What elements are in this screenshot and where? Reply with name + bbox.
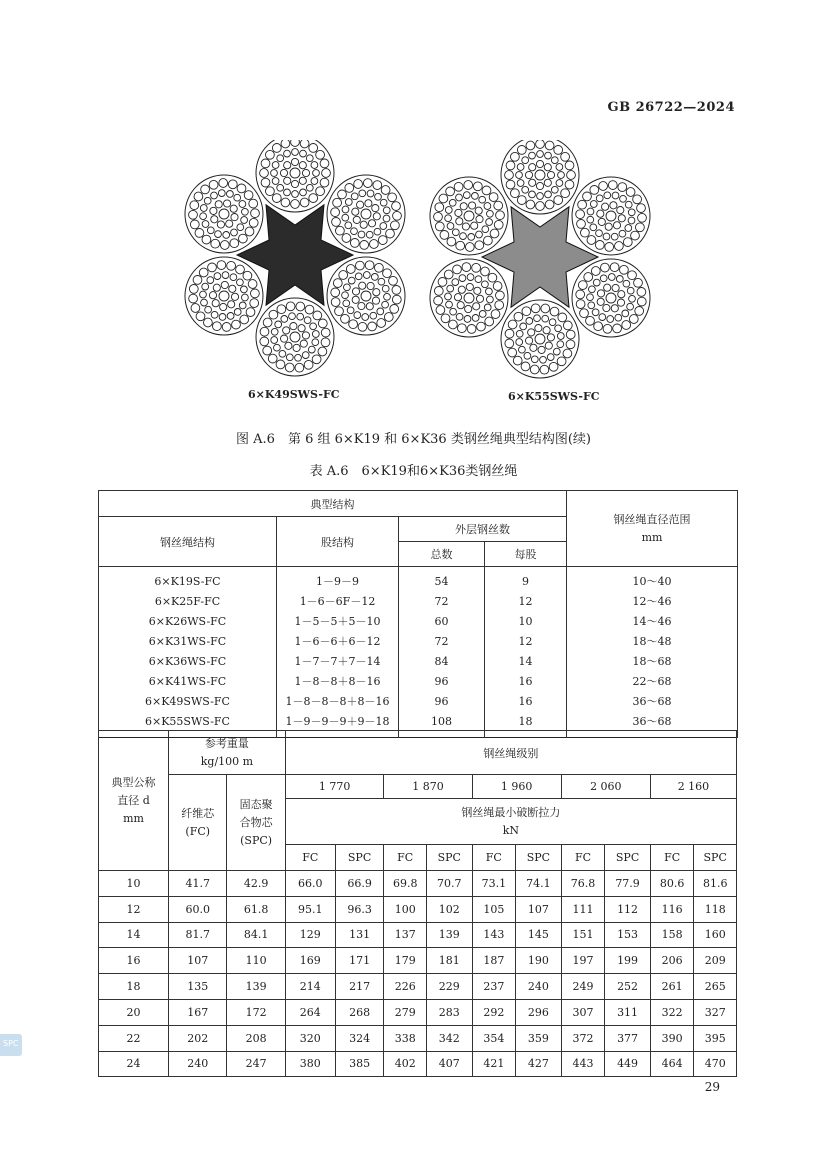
reference-weight-header: 参考重量 kg/100 m	[169, 731, 286, 775]
per-strand-cell: 12	[485, 632, 567, 652]
strand-icon	[430, 259, 508, 337]
diameter-range-cell: 12～46	[567, 592, 738, 612]
left-figure-caption: 6×K49SWS-FC	[248, 388, 340, 401]
total-cell: 108	[399, 712, 485, 738]
diameter-range-cell: 14～46	[567, 612, 738, 632]
breaking-force-cell: 171	[335, 948, 384, 974]
weight-spc-cell: 208	[227, 1025, 285, 1051]
weight-fc-cell: 107	[169, 948, 227, 974]
total-cell: 96	[399, 692, 485, 712]
total-cell: 72	[399, 592, 485, 612]
breaking-force-cell: 160	[694, 922, 737, 948]
per-strand-cell: 12	[485, 592, 567, 612]
breaking-force-cell: 322	[650, 999, 694, 1025]
weight-fc-cell: 135	[169, 974, 227, 1000]
breaking-force-cell: 129	[285, 922, 335, 948]
diameter-cell: 24	[99, 1051, 169, 1077]
diameter-cell: 12	[99, 896, 169, 922]
breaking-force-cell: 296	[516, 999, 562, 1025]
strand-structure-cell: 1－6－6＋6－12	[277, 632, 399, 652]
breaking-force-cell: 111	[561, 896, 605, 922]
weight-spc-cell: 61.8	[227, 896, 285, 922]
diameter-cell: 10	[99, 871, 169, 897]
breaking-force-cell: 100	[384, 896, 426, 922]
standard-number: GB 26722—2024	[607, 100, 735, 115]
fc-core-column-header: FC	[384, 845, 426, 871]
strand-icon	[185, 257, 263, 335]
diameter-cell: 22	[99, 1025, 169, 1051]
strand-structure-cell: 1－8－8－8＋8－16	[277, 692, 399, 712]
breaking-force-cell: 390	[650, 1025, 694, 1051]
breaking-force-cell: 359	[516, 1025, 562, 1051]
structure-row	[99, 567, 738, 593]
fc-core-column-header: FC	[472, 845, 516, 871]
breaking-force-cell: 187	[472, 948, 516, 974]
left-rope-cross-section	[185, 140, 405, 376]
total-cell: 72	[399, 632, 485, 652]
breaking-force-cell: 179	[384, 948, 426, 974]
per-strand-cell: 14	[485, 652, 567, 672]
grade-value: 1 770	[285, 775, 384, 799]
breaking-force-cell: 206	[650, 948, 694, 974]
breaking-force-cell: 76.8	[561, 871, 605, 897]
per-strand-header: 每股	[485, 542, 567, 567]
strand-icon	[256, 140, 334, 212]
diameter-row	[99, 896, 737, 922]
strand-icon	[501, 140, 579, 214]
breaking-force-cell: 464	[650, 1051, 694, 1077]
diameter-row	[99, 999, 737, 1025]
breaking-force-cell: 449	[605, 1051, 651, 1077]
breaking-force-cell: 107	[516, 896, 562, 922]
structures-table	[98, 490, 738, 738]
diameter-row	[99, 922, 737, 948]
rope-cross-sections	[180, 140, 660, 410]
diameter-row	[99, 871, 737, 897]
breaking-force-cell: 169	[285, 948, 335, 974]
breaking-force-cell: 145	[516, 922, 562, 948]
breaking-force-cell: 131	[335, 922, 384, 948]
right-figure-caption: 6×K55SWS-FC	[508, 390, 600, 403]
diameter-row	[99, 1051, 737, 1077]
min-breaking-force-header: 钢丝绳最小破断拉力 kN	[285, 799, 736, 845]
breaking-force-cell: 70.7	[426, 871, 472, 897]
weight-fc-cell: 60.0	[169, 896, 227, 922]
per-strand-cell: 18	[485, 712, 567, 738]
strand-structure-header: 股结构	[277, 517, 399, 567]
strand-structure-cell: 1－5－5＋5－10	[277, 612, 399, 632]
spc-core-column-header: SPC	[426, 845, 472, 871]
breaking-force-cell: 73.1	[472, 871, 516, 897]
breaking-force-cell: 252	[605, 974, 651, 1000]
fc-core-column-header: FC	[285, 845, 335, 871]
breaking-force-cell: 421	[472, 1051, 516, 1077]
breaking-force-cell: 237	[472, 974, 516, 1000]
rope-structure-cell: 6×K55SWS-FC	[99, 712, 277, 738]
diameter-range-cell: 36～68	[567, 692, 738, 712]
page-number: 29	[704, 1080, 720, 1094]
breaking-force-cell: 261	[650, 974, 694, 1000]
breaking-force-cell: 181	[426, 948, 472, 974]
weight-fc-cell: 167	[169, 999, 227, 1025]
breaking-force-cell: 118	[694, 896, 737, 922]
breaking-force-cell: 292	[472, 999, 516, 1025]
breaking-force-cell: 158	[650, 922, 694, 948]
structure-row	[99, 692, 738, 712]
breaking-force-cell: 407	[426, 1051, 472, 1077]
strand-icon	[327, 257, 405, 335]
rope-structure-cell: 6×K36WS-FC	[99, 652, 277, 672]
breaking-force-cell: 380	[285, 1051, 335, 1077]
weight-spc-cell: 84.1	[227, 922, 285, 948]
breaking-force-cell: 324	[335, 1025, 384, 1051]
breaking-force-cell: 74.1	[516, 871, 562, 897]
breaking-force-cell: 151	[561, 922, 605, 948]
breaking-force-cell: 395	[694, 1025, 737, 1051]
breaking-force-cell: 264	[285, 999, 335, 1025]
diameter-range-header: 钢丝绳直径范围 mm	[567, 491, 738, 567]
grade-value: 1 870	[384, 775, 472, 799]
breaking-force-cell: 80.6	[650, 871, 694, 897]
weight-fc-cell: 41.7	[169, 871, 227, 897]
breaking-force-cell: 66.9	[335, 871, 384, 897]
grade-value: 2 060	[561, 775, 650, 799]
strand-icon	[256, 298, 334, 376]
total-cell: 54	[399, 567, 485, 593]
breaking-force-cell: 338	[384, 1025, 426, 1051]
table-title: 表 A.6 6×K19和6×K36类钢丝绳	[309, 464, 518, 479]
diameter-header: 典型公称 直径 d mm	[99, 731, 169, 871]
solid-polymer-core-header: 固态聚 合物芯 (SPC)	[227, 775, 285, 871]
structure-row	[99, 672, 738, 692]
grade-value: 1 960	[472, 775, 561, 799]
diameter-cell: 18	[99, 974, 169, 1000]
breaking-force-cell: 102	[426, 896, 472, 922]
strand-icon	[572, 259, 650, 337]
breaking-force-cell: 143	[472, 922, 516, 948]
strand-structure-cell: 1－7－7＋7－14	[277, 652, 399, 672]
structure-row	[99, 632, 738, 652]
strand-icon	[327, 175, 405, 253]
spc-core-column-header: SPC	[694, 845, 737, 871]
strand-icon	[430, 177, 508, 255]
strand-icon	[185, 175, 263, 253]
strand-structure-cell: 1－6－6F－12	[277, 592, 399, 612]
breaking-force-cell: 279	[384, 999, 426, 1025]
spc-core-column-header: SPC	[516, 845, 562, 871]
breaking-force-cell: 105	[472, 896, 516, 922]
weight-spc-cell: 139	[227, 974, 285, 1000]
breaking-force-cell: 116	[650, 896, 694, 922]
diameter-range-cell: 18～48	[567, 632, 738, 652]
structure-row	[99, 612, 738, 632]
breaking-force-cell: 214	[285, 974, 335, 1000]
weight-fc-cell: 81.7	[169, 922, 227, 948]
wire-rope-figure	[180, 140, 660, 410]
strand-structure-cell: 1－9－9－9＋9－18	[277, 712, 399, 738]
diameter-range-cell: 22～68	[567, 672, 738, 692]
right-rope-cross-section	[430, 140, 650, 378]
breaking-force-cell: 77.9	[605, 871, 651, 897]
rope-structure-cell: 6×K26WS-FC	[99, 612, 277, 632]
rope-structure-cell: 6×K19S-FC	[99, 567, 277, 593]
breaking-force-cell: 342	[426, 1025, 472, 1051]
diameter-row	[99, 1025, 737, 1051]
total-header: 总数	[399, 542, 485, 567]
fc-core-column-header: FC	[561, 845, 605, 871]
breaking-force-cell: 311	[605, 999, 651, 1025]
spc-core-column-header: SPC	[335, 845, 384, 871]
structure-row	[99, 592, 738, 612]
side-watermark: SPC	[0, 1034, 22, 1056]
breaking-force-cell: 268	[335, 999, 384, 1025]
strength-table	[98, 730, 737, 1077]
breaking-force-cell: 283	[426, 999, 472, 1025]
diameter-cell: 20	[99, 999, 169, 1025]
breaking-force-cell: 354	[472, 1025, 516, 1051]
diameter-cell: 16	[99, 948, 169, 974]
rope-structure-cell: 6×K41WS-FC	[99, 672, 277, 692]
diameter-range-cell: 18～68	[567, 652, 738, 672]
breaking-force-cell: 320	[285, 1025, 335, 1051]
breaking-force-cell: 443	[561, 1051, 605, 1077]
per-strand-cell: 10	[485, 612, 567, 632]
breaking-force-cell: 307	[561, 999, 605, 1025]
grade-header: 钢丝绳级别	[285, 731, 736, 775]
breaking-force-cell: 427	[516, 1051, 562, 1077]
diameter-range-cell: 10～40	[567, 567, 738, 593]
outer-wire-count-header: 外层钢丝数	[399, 517, 567, 542]
weight-spc-cell: 110	[227, 948, 285, 974]
diameter-row	[99, 974, 737, 1000]
per-strand-cell: 16	[485, 692, 567, 712]
weight-spc-cell: 42.9	[227, 871, 285, 897]
breaking-force-cell: 249	[561, 974, 605, 1000]
diameter-range-cell: 36～68	[567, 712, 738, 738]
breaking-force-cell: 240	[516, 974, 562, 1000]
total-cell: 84	[399, 652, 485, 672]
breaking-force-cell: 112	[605, 896, 651, 922]
per-strand-cell: 16	[485, 672, 567, 692]
breaking-force-cell: 377	[605, 1025, 651, 1051]
weight-spc-cell: 247	[227, 1051, 285, 1077]
breaking-force-cell: 190	[516, 948, 562, 974]
rope-structure-cell: 6×K31WS-FC	[99, 632, 277, 652]
diameter-row	[99, 948, 737, 974]
strand-structure-cell: 1－9－9	[277, 567, 399, 593]
breaking-force-cell: 69.8	[384, 871, 426, 897]
breaking-force-cell: 217	[335, 974, 384, 1000]
fiber-core-header: 纤维芯 (FC)	[169, 775, 227, 871]
breaking-force-cell: 197	[561, 948, 605, 974]
breaking-force-cell: 137	[384, 922, 426, 948]
breaking-force-cell: 96.3	[335, 896, 384, 922]
total-cell: 96	[399, 672, 485, 692]
breaking-force-cell: 265	[694, 974, 737, 1000]
breaking-force-cell: 209	[694, 948, 737, 974]
structure-row	[99, 652, 738, 672]
weight-fc-cell: 240	[169, 1051, 227, 1077]
breaking-force-cell: 385	[335, 1051, 384, 1077]
breaking-force-cell: 139	[426, 922, 472, 948]
typical-structure-header: 典型结构	[99, 491, 567, 517]
rope-structure-cell: 6×K49SWS-FC	[99, 692, 277, 712]
breaking-force-cell: 372	[561, 1025, 605, 1051]
strand-icon	[572, 177, 650, 255]
breaking-force-cell: 95.1	[285, 896, 335, 922]
fc-core-column-header: FC	[650, 845, 694, 871]
breaking-force-cell: 327	[694, 999, 737, 1025]
rope-structure-cell: 6×K25F-FC	[99, 592, 277, 612]
total-cell: 60	[399, 612, 485, 632]
breaking-force-cell: 229	[426, 974, 472, 1000]
weight-fc-cell: 202	[169, 1025, 227, 1051]
diameter-cell: 14	[99, 922, 169, 948]
breaking-force-cell: 66.0	[285, 871, 335, 897]
spc-core-column-header: SPC	[605, 845, 651, 871]
breaking-force-cell: 226	[384, 974, 426, 1000]
breaking-force-cell: 153	[605, 922, 651, 948]
breaking-force-cell: 402	[384, 1051, 426, 1077]
strand-structure-cell: 1－8－8＋8－16	[277, 672, 399, 692]
per-strand-cell: 9	[485, 567, 567, 593]
figure-title: 图 A.6 第 6 组 6×K19 和 6×K36 类钢丝绳典型结构图(续)	[236, 432, 591, 447]
rope-structure-header: 钢丝绳结构	[99, 517, 277, 567]
strand-icon	[501, 300, 579, 378]
breaking-force-cell: 81.6	[694, 871, 737, 897]
weight-spc-cell: 172	[227, 999, 285, 1025]
grade-value: 2 160	[650, 775, 736, 799]
breaking-force-cell: 470	[694, 1051, 737, 1077]
breaking-force-cell: 199	[605, 948, 651, 974]
